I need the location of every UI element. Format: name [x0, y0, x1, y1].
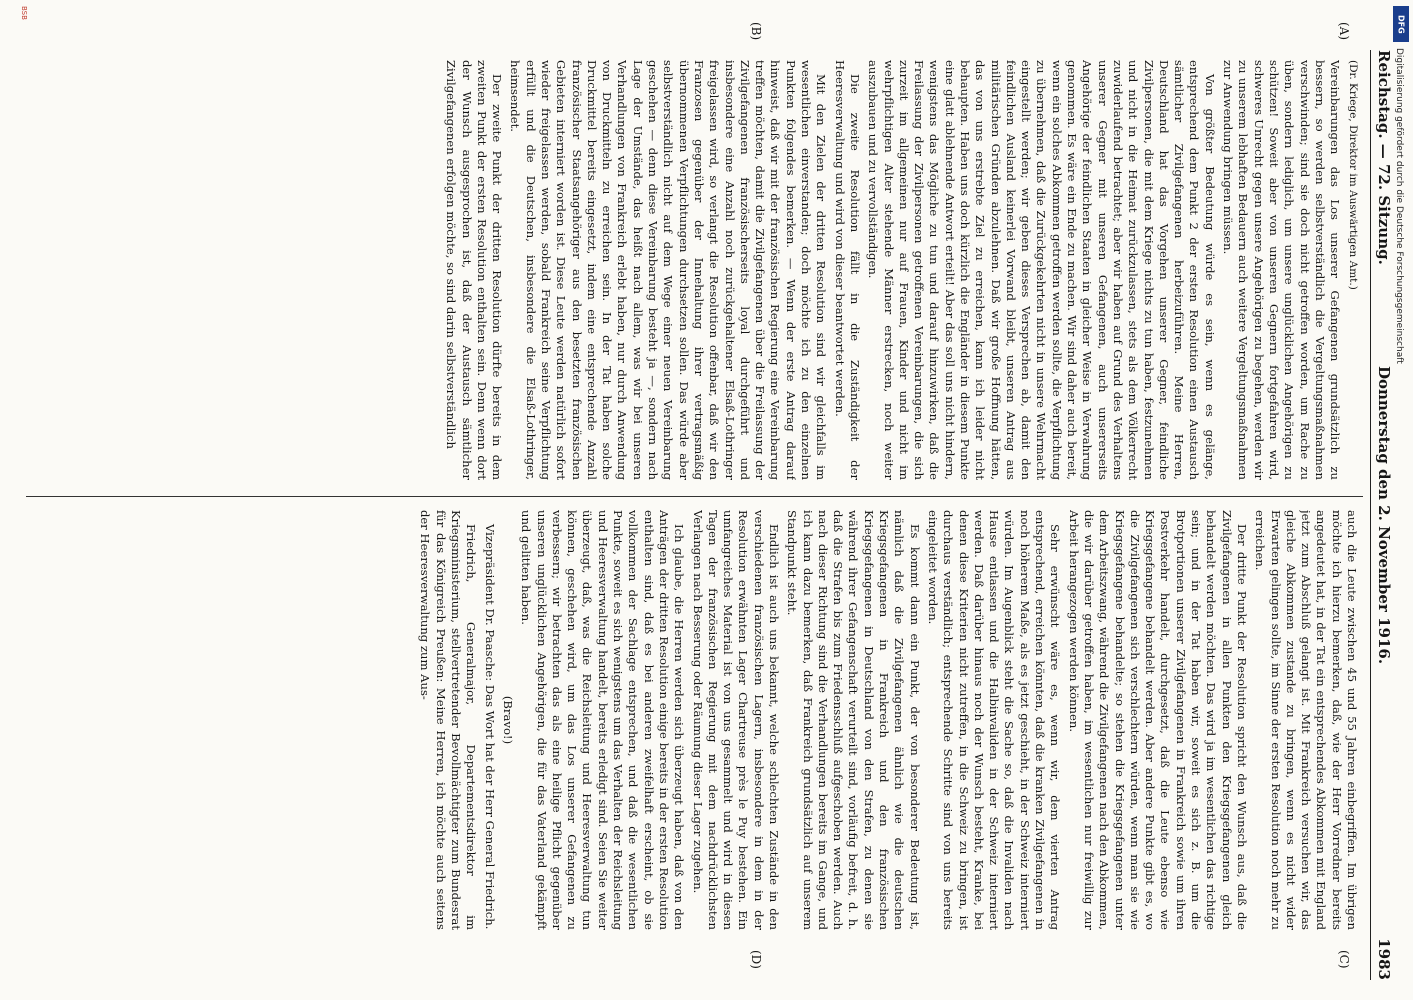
paragraph: auch die Leute zwischen 45 und 55 Jahren einbegriffen. Im übrigen möchte ich hierzu bemerken, daß, wie der Herr Vorredner bereits angedeutet hat, in der Tat ein entsprechendes Abkommen mit England jetzt zum Abschluß gelangt ist. Mit Frankreich versuchen wir, das gleiche Abkommen zustande zu bringen, wenn es nicht wider Erwarten gelingen sollte, im Sinne der ersten Resolution noch mehr zu erreichen. — [1253, 510, 1359, 930]
right-column — [30, 510, 1359, 930]
paragraph: Ich glaube, die Herren werden sich überzeugt haben, daß von den Anträgen der dritten Resolution einige bereits in der ersten Resolution enthalten sind, daß es bei anderen zweifelhaft erscheint, ob sie vollkommen der Sachlage entsprechen, und daß die wesentlichen Punkte, soweit es sich wenigstens um das Verhalten der Reichsleitung und Heeresverwaltung handelt, bereits erledigt sind. Seien Sie weiter überzeugt, daß, was die Reichsleitung und Heeresverwaltung tun können, geschehen wird, um das Los unserer Gefangenen zu verbessern; wir betrachten das als eine heilige Pflicht gegenüber unseren unglücklichen Angehörigen, die für das Vaterland gekämpft und gelitten haben. — [519, 510, 687, 930]
left-column — [30, 60, 1359, 480]
paragraph: Die zweite Resolution fällt in die Zuständigkeit der Heeresverwaltung und wird von dieser beantwortet werden. — [832, 60, 862, 480]
header-session: Reichstag. — 72. Sitzung. — [1375, 50, 1393, 265]
margin-mark-b: (B) — [749, 22, 763, 41]
credit-strip — [1392, 6, 1410, 996]
header-date: Donnerstag den 2. November 1916. — [1375, 365, 1393, 665]
paragraph: Mit den Zielen der dritten Resolution sind wir gleichfalls im wesentlichen einverstanden; doch möchte ich zu den einzelnen Punkten folgendes bemerken. — Wenn der erste Antrag darauf hinweist, daß wir mit der französischen Regierung eine Vereinbarung treffen möchten, damit die Zivilgefangenen über die Freilassung der Zivilgefangenen französischerseits loyal durchgeführt und insbesondere eine Anzahl noch zurückgehaltener Elsaß-Lothringer freigelassen wird, so verlangt die Resolution offenbar, daß wir den Franzosen gegenüber der Innehaltung ihrer vertragsmäßig übernommenen Verpflichtungen durchsetzen sollen. Das würde aber selbstverständlich nicht auf dem Wege einer neuen Vereinbarung geschehen — denn diese Vereinbarung besteht ja —, sondern nach Lage der Umstände, das heißt nach allem, was wir bei unseren Verhandlungen von Frankreich erlebt haben, nur durch Anwendung von Druckmitteln zu erreichen sein. In der Tat haben solche Druckmittel bereits eingesetzt, indem eine entsprechende Anzahl französischer Staatsangehöriger aus den besetzten französischen Gebieten interniert worden ist. Diese Leute werden natürlich sofort wieder freigelassen werden, sobald Frankreich seine Verpflichtung erfüllt und die Deutschen, insbesondere die Elsaß-Lothringer, heimsendet. — [508, 60, 829, 480]
applause-note: (Bravo!) — [500, 695, 515, 745]
chair-note: Vizepräsident Dr. Paasche: Das Wort hat der Herr General Friedrich. — [482, 524, 497, 930]
paragraph: Endlich ist auch uns bekannt, welche schlechten Zustände in den verschiedenen französischen Lagern, insbesondere in dem in der Resolution erwähnten Lager Chartreuse près le Puy bestehen. Ein umfangreiches Material ist von uns gesammelt und wird in diesen Tagen der französischen Regierung mit dem nachdrücklichsten Verlangen nach Besserung oder Räumung dieser Lager zugehen. — [690, 510, 782, 930]
speaker-label: (Dr. Kriege, Direktor im Auswärtigen Amt.) — [1347, 60, 1359, 290]
library-stamp: BSB — [20, 6, 28, 20]
margin-mark-a: (A) — [1337, 22, 1351, 41]
paragraph: Friedrich, Generalmajor, Departementsdirektor im Kriegsministerium, stellvertretender Bevollmächtigter zum Bundesrat für das Königreich Preußen: Meine Herren, ich möchte auch seitens der Heeresverwaltung zum Aus- — [418, 510, 479, 930]
margin-mark-c: (C) — [1337, 950, 1351, 969]
paragraph: Vereinbarungen das Los unserer Gefangenen grundsätzlich zu bessern, so werden selbstverständlich die Vergeltungsmaßnahmen verschwinden; sind sie doch nicht getroffen worden, um Rache zu üben, sondern lediglich, um unsere unglücklichen Angehörigen zu schützen! Soweit aber von unseren Gegnern fortgefahren wird, schweres Unrecht gegen unsere Angehörigen zu begehen, werden wir zu unserem lebhaften Bedauern auch weitere Vergeltungsmaßnahmen zur Anwendung bringen müssen. — [1221, 60, 1343, 480]
credit-text: Digitalisierung gefördert durch die Deutsche Forschungsgemeinschaft — [1394, 48, 1404, 364]
margin-mark-d: (D) — [749, 950, 763, 969]
paragraph: Sehr erwünscht wäre es, wenn wir, dem vierten Antrag entsprechend, erreichen könnten, daß die kranken Zivilgefangenen in noch höherem Maße, als es jetzt geschieht, in der Schweiz interniert würden. Im Augenblick steht die Sache so, daß die Invaliden nach Hause entlassen und die Halbinvaliden in der Schweiz interniert werden. Daß darüber hinaus noch der Wunsch besteht, Kranke, bei denen diese Kriterien nicht zutreffen, in die Schweiz zu bringen, ist durchaus verständlich; entsprechende Schritte sind von uns bereits eingeleitet worden. — [925, 510, 1063, 930]
paragraph: Es kommt dann ein Punkt, der von besonderer Bedeutung ist, nämlich daß die Zivilgefangenen ähnlich wie die deutschen Kriegsgefangenen in Frankreich und den französischen Kriegsgefangenen in Deutschland von den Strafen, zu denen sie während ihrer Gefangenschaft verurteilt sind, vorläufig befreit, d. h. daß die Strafen bis zum Friedensschluß aufgeschoben werden. Auch nach dieser Richtung sind die Verhandlungen bereits im Gange, und ich kann dazu bemerken, daß Frankreich grundsätzlich auf unserem Standpunkt steht. — [785, 510, 922, 930]
column-divider — [26, 496, 1363, 497]
dfg-logo: DFG — [1393, 6, 1409, 42]
paragraph: Der dritte Punkt der Resolution spricht den Wunsch aus, daß die Zivilgefangenen in allen Punkten den Kriegsgefangenen gleich behandelt werden möchten. Das wird ja im wesentlichen das richtige sein; und in der Tat haben wir, soweit es sich z. B. um die Brotportionen unserer Zivilgefangenen in Frankreich sowie um ihren Postverkehr handelt, durchgesetzt, daß die Leute ebenso wie Kriegsgefangene behandelt werden. Aber andere Punkte gibt es, wo die Zivilgefangenen sich verschlechtern würden, wenn man sie wie Kriegsgefangene behandelte; so stehen die Kriegsgefangenen unter dem Arbeitszwang, während die Zivilgefangenen nach den Abkommen, die wir darüber getroffen haben, im wesentlichen nur freiwillig zur Arbeit herangezogen werden können. — [1066, 510, 1249, 930]
page-number: 1983 — [1375, 938, 1393, 980]
paragraph: Der zweite Punkt der dritten Resolution dürfte bereits in dem zweiten Punkt der ersten Resolution enthalten sein. Denn wenn dort der Wunsch ausgesprochen ist, daß der Austausch sämtlicher Zivilgefangenen erfolgen möchte, so sind darin selbstverständlich — [444, 60, 505, 480]
paragraph: Von größter Bedeutung würde es sein, wenn es gelänge, entsprechend dem Punkt 2 der ersten Resolution einen Austausch sämtlicher Zivilgefangenen herbeizuführen. Meine Herren, Deutschland hat das Vorgehen unserer Gegner, feindliche Zivilpersonen, die mit dem Kriege nichts zu tun haben, festzunehmen und nicht in die Heimat zurückzulassen, stets als dem Völkerrecht zuwiderlaufend betrachtet; aber wir haben auf Grund des Verhaltens unserer Gegner mit unseren Gefangenen, auch unsererseits Angehörige der feindlichen Staaten in gleicher Weise in Verwahrung genommen. Es wäre ein Ende zu machen. Wir sind daher auch bereit, wenn ein solches Abkommen getroffen werden sollte, die Verpflichtung zu übernehmen, daß die Zurückgekehrten nicht in unsere Wehrmacht eingestellt werden; wir geben dieses Versprechen ab, damit den feindlichen Ausland keinerlei Vorwand bleibt, unseren Antrag aus militärischen Gründen abzulehnen. Daß wir große Hoffnung hätten, das von uns erstrebte Ziel zu erreichen, kann ich leider nicht behaupten. Haben uns doch kürzlich die Engländer in diesem Punkte eine glatt ablehnende Antwort erteilt! Aber das soll uns nicht hindern, wenigstens das Mögliche zu tun und darauf hinzuwirken, daß die Freilassung der Zivilpersonen getroffenen Vereinbarungen, die sich zurzeit im allgemeinen nur auf Frauen, Kinder und nicht im wehrpflichtigen Alter stehende Männer erstrecken, noch weiter auszubauen und zu vervollständigen. — [866, 60, 1217, 480]
